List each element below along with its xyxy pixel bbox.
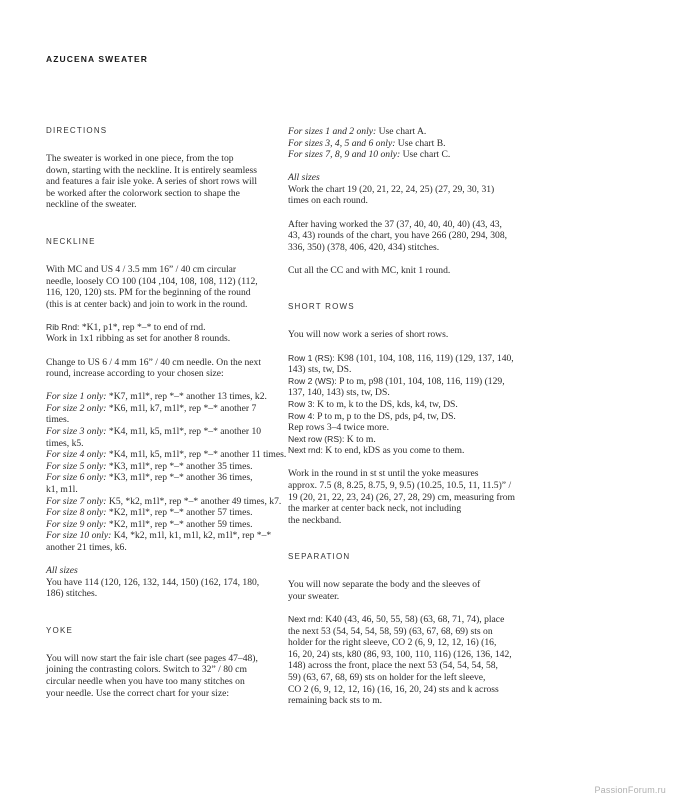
text-line: You will now separate the body and the sleeves of (288, 579, 481, 591)
text-line: The sweater is worked in one piece, from the top (46, 153, 234, 164)
text-line: k1, m1l. (46, 483, 78, 495)
size-label: For size 6 only: (46, 472, 107, 484)
text-line: You have 114 (120, 126, 132, 144, 150) (162, 174, 180, (46, 576, 260, 588)
chart-instruction: Use chart B. (395, 137, 446, 149)
size-increases-paragraph (46, 391, 287, 553)
text-line: 116, 120, 120) sts. PM for the beginning of the round (46, 287, 251, 299)
text-line: the marker at center back neck, not including (288, 503, 462, 515)
text-line: and features a fair isle yoke. A series of short rows will (46, 176, 258, 188)
yoke-measure-paragraph (288, 468, 518, 526)
size-label: For size 10 only: (46, 530, 112, 542)
text-line: another 21 times, k6. (46, 541, 127, 553)
all-sizes-label: All sizes (288, 172, 320, 184)
size-label: For size 8 only: (46, 507, 107, 519)
size-label: For size 2 only: (46, 402, 107, 414)
size-instruction: K5, *k2, m1l*, rep *–* another 49 times, k7. (106, 495, 282, 507)
row-label: Row 2 (WS): (288, 375, 337, 386)
row-label: Next rnd: (288, 445, 323, 456)
text-line: your sweater. (288, 590, 340, 602)
text-line: Rep rows 3–4 twice more. (288, 422, 389, 434)
size-instruction: *K7, m1l*, rep *–* another 13 times, k2. (106, 391, 267, 403)
text-line: 336, 350) (378, 406, 420, 434) stitches. (288, 241, 440, 253)
chart-complete-paragraph (288, 219, 518, 254)
row-label: Row 3: (288, 398, 315, 409)
row-label: Row 4: (288, 410, 315, 421)
row-instruction: P to m, p to the DS, pds, p4, tw, DS. (314, 410, 456, 422)
separation-intro (288, 579, 518, 602)
size-label: For size 7 only: (46, 495, 107, 507)
size-label: For size 1 only: (46, 391, 107, 403)
text-line: 43, 43) rounds of the chart, you have 266 (280, 294, 308, (288, 230, 508, 242)
stitch-total-paragraph (46, 565, 276, 600)
text-line: Change to US 6 / 4 mm 16” / 40 cm needle. On the next (46, 356, 262, 368)
text-line: your needle. Use the correct chart for your size: (46, 687, 229, 699)
text-line: 148) across the front, place the next 53 (54, 54, 54, 58, (288, 660, 498, 672)
text-line: be worked after the colorwork section to shape the (46, 187, 240, 199)
rib-round-label: Rib Rnd: (46, 321, 80, 332)
text-line: 137, 140, 143) sts, tw, DS. (288, 387, 390, 399)
left-column (46, 126, 287, 711)
text-line: You will now start the fair isle chart (see pages 47–48), (46, 652, 258, 664)
row-label: Row 1 (RS): (288, 352, 335, 363)
row-instruction: K to m. (344, 433, 376, 445)
separation-instructions (288, 614, 518, 707)
text-line: 59) (63, 67, 68, 69) sts on holder for the left sleeve, (288, 672, 486, 683)
right-column (288, 126, 518, 718)
size-label: For size 3 only: (46, 426, 107, 437)
text-line: times. (46, 414, 70, 426)
text-line: With MC and US 4 / 3.5 mm 16” / 40 cm circular (46, 263, 237, 275)
chart-instruction: Use chart A. (376, 126, 427, 137)
all-sizes-label: All sizes (46, 565, 78, 577)
size-label: For size 5 only: (46, 460, 107, 472)
text-line: times, k5. (46, 437, 84, 449)
text-line: 143) sts, tw, DS. (288, 364, 352, 376)
short-rows-heading: SHORT ROWS (288, 302, 355, 312)
size-label: For sizes 3, 4, 5 and 6 only: (288, 137, 396, 149)
size-label: For size 9 only: (46, 518, 107, 530)
watermark: PassionForum.ru (594, 785, 666, 795)
size-instruction: *K3, m1l*, rep *–* another 36 times, (106, 472, 253, 484)
row-instruction: P to m, p98 (101, 104, 108, 116, 119) (129, (336, 375, 505, 387)
text-line: circular needle when you have too many stitches on (46, 676, 245, 687)
page-title: AZUCENA SWEATER (46, 54, 148, 64)
row-label: Next row (RS): (288, 433, 345, 444)
text-line: 16, 20, 24) sts, k80 (86, 93, 100, 110, 116) (126, 136, 142, (288, 648, 512, 660)
size-instruction: *K2, m1l*, rep *–* another 59 times. (106, 518, 253, 530)
text-line: Work the chart 19 (20, 21, 22, 24, 25) (27, 29, 30, 31) (288, 183, 495, 195)
text-line: approx. 7.5 (8, 8.25, 8.75, 9, 9.5) (10.25, 10.5, 11, 11.5)” / (288, 479, 512, 491)
text-line: After having worked the 37 (37, 40, 40, 40, 40) (43, 43, (288, 218, 502, 230)
size-instruction: *K2, m1l*, rep *–* another 57 times. (106, 507, 253, 519)
text-line: 186) stitches. (46, 588, 98, 600)
text-line: the neckband. (288, 514, 342, 526)
cut-cc-paragraph (288, 265, 518, 277)
chart-instruction: Use chart C. (400, 149, 451, 161)
text-line: remaining back sts to m. (288, 695, 383, 707)
neckline-cast-on-paragraph (46, 264, 276, 310)
separation-heading: SEPARATION (288, 552, 351, 562)
text-line: (this is at center back) and join to work in the round. (46, 298, 248, 310)
text-line: You will now work a series of short rows. (288, 329, 449, 341)
row-label: Next rnd: (288, 614, 323, 625)
text-line: needle, loosely CO 100 (104 ,104, 108, 108, 112) (112, (46, 275, 258, 287)
row-instruction: K40 (43, 46, 50, 55, 58) (63, 68, 71, 74), place (322, 614, 505, 626)
neckline-heading: NECKLINE (46, 236, 96, 246)
chart-repeat-paragraph (288, 172, 518, 207)
short-rows-intro (288, 329, 518, 341)
rib-round-paragraph (46, 322, 276, 345)
size-instruction: *K3, m1l*, rep *–* another 35 times. (106, 460, 253, 472)
row-instruction: K to end, kDS as you come to them. (322, 445, 465, 457)
size-instruction: *K4, m1l, k5, m1l*, rep *–* another 11 times. (106, 449, 287, 461)
text-line: 19 (20, 21, 22, 23, 24) (26, 27, 28, 29) cm, measuring from (288, 491, 516, 503)
text-line: down, starting with the neckline. It is entirely seamless (46, 164, 258, 176)
row-instruction: K98 (101, 104, 108, 116, 119) (129, 137, 140, (334, 352, 514, 364)
text-line: round, increase according to your chosen size: (46, 368, 224, 380)
size-instruction: *K4, m1l, k5, m1l*, rep *–* another 10 (106, 426, 262, 437)
directions-paragraph (46, 153, 276, 211)
size-label: For sizes 1 and 2 only: (288, 126, 377, 137)
text-line: times on each round. (288, 195, 368, 207)
size-instruction: K4, *k2, m1l, k1, m1l, k2, m1l*, rep *–* (111, 530, 272, 542)
text-line: Cut all the CC and with MC, knit 1 round. (288, 264, 451, 276)
text-line: the next 53 (54, 54, 54, 58, 59) (63, 67, 68, 69) sts on (288, 625, 493, 637)
yoke-paragraph (46, 653, 276, 699)
directions-heading: DIRECTIONS (46, 126, 108, 135)
size-label: For size 4 only: (46, 449, 107, 461)
chart-selection-paragraph (288, 126, 518, 161)
change-needle-paragraph (46, 357, 276, 380)
text-line: joining the contrasting colors. Switch to 32” / 80 cm (46, 664, 247, 676)
text-line: Work in 1x1 ribbing as set for another 8 rounds. (46, 333, 231, 345)
text-line: Work in the round in st st until the yoke measures (288, 468, 479, 480)
text-line: holder for the right sleeve, CO 2 (6, 9, 12, 12, 16) (16, (288, 637, 497, 649)
size-label: For sizes 7, 8, 9 and 10 only: (288, 149, 401, 161)
rib-round-text: *K1, p1*, rep *–* to end of rnd. (79, 321, 206, 333)
yoke-heading: YOKE (46, 625, 74, 635)
size-instruction: *K6, m1l, k7, m1l*, rep *–* another 7 (106, 402, 257, 414)
short-rows-instructions (288, 353, 518, 457)
text-line: neckline of the sweater. (46, 199, 137, 211)
text-line: CO 2 (6, 9, 12, 12, 16) (16, 16, 20, 24) sts and k across (288, 683, 499, 695)
row-instruction: K to m, k to the DS, kds, k4, tw, DS. (314, 398, 458, 410)
